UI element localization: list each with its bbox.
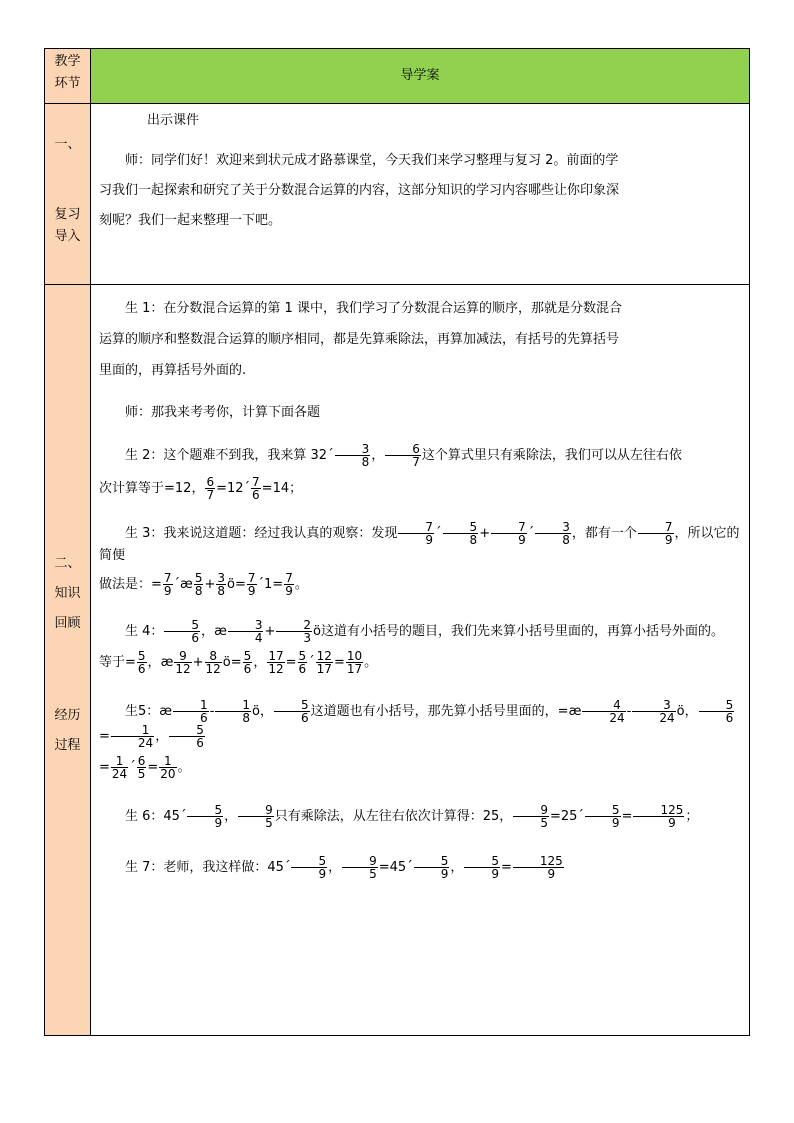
denominator: 12 [205, 662, 221, 676]
numerator: 7 [163, 571, 172, 585]
fraction [274, 699, 310, 724]
student5-text-c: = [99, 760, 110, 775]
numerator: 2 [276, 619, 312, 632]
paren-open: æ [159, 704, 173, 719]
fraction [513, 855, 564, 880]
fraction [342, 855, 378, 880]
denominator: 5 [540, 816, 548, 830]
student4-text-c: 等于= [99, 655, 136, 670]
fraction [491, 521, 527, 546]
equals-sign: = [99, 729, 110, 744]
fraction [316, 650, 333, 675]
numerator: 1 [215, 699, 251, 712]
student3-text-b: ，都有一个 [571, 526, 637, 541]
times-sign: ´ [435, 526, 442, 541]
fraction [582, 699, 625, 724]
times-sign: ´ [257, 577, 265, 592]
student4-text-b: 这道有小括号的题目，我们先来算小括号里面的，再算小括号外面的。 [320, 624, 724, 639]
comma-sign: ， [328, 860, 342, 875]
student2-text-e: =14； [261, 481, 303, 496]
denominator: 9 [163, 584, 172, 598]
numerator: 5 [169, 724, 205, 737]
student4-text-a: 生 4： [125, 624, 164, 639]
student2-text-c: 次计算等于=12 [99, 481, 192, 496]
fraction [638, 521, 674, 546]
fraction [251, 476, 261, 501]
fraction [173, 699, 209, 724]
fraction [238, 804, 274, 829]
numerator: 1 [111, 724, 154, 737]
denominator: 24 [111, 767, 128, 781]
denominator: 8 [217, 584, 225, 598]
student5-text-a: 生5： [125, 704, 160, 719]
fraction [291, 855, 327, 880]
denominator: 6 [301, 711, 309, 725]
numerator: 17 [268, 649, 284, 663]
comma-sign: ， [155, 729, 169, 744]
denominator: 5 [137, 767, 146, 781]
denominator: 9 [547, 867, 556, 881]
fraction [111, 755, 128, 780]
student3-text-e: 1= [264, 577, 284, 592]
comma-sign: ， [499, 809, 513, 824]
numerator: 125 [513, 855, 564, 868]
fraction [633, 804, 684, 829]
comma-sign: ， [201, 624, 215, 639]
denominator: 8 [469, 533, 478, 547]
denominator: 24 [137, 736, 154, 750]
equals-sign: = [147, 760, 159, 775]
section-process-number: 二、 [54, 556, 81, 571]
denominator: 5 [265, 816, 273, 830]
section-review-label-2: 导入 [54, 229, 81, 244]
denominator: 12 [268, 662, 284, 676]
denominator: 7 [206, 488, 215, 502]
denominator: 7 [412, 455, 420, 469]
times-sign: ´ [406, 860, 413, 875]
student5-line-2 [91, 755, 749, 780]
numerator: 5 [699, 699, 735, 712]
numerator: 1 [111, 755, 128, 768]
denominator: 9 [247, 584, 256, 598]
paren-open: æ [214, 624, 227, 639]
fraction [137, 650, 147, 675]
fraction [699, 699, 735, 724]
denominator: 17 [316, 662, 332, 676]
student4-line-1 [91, 619, 749, 644]
student5-text-d: 。 [177, 760, 191, 775]
paren-close: ö [222, 655, 231, 670]
numerator: 5 [243, 649, 252, 663]
student1-line-3: 里面的，再算括号外面的. [99, 363, 247, 378]
fraction [284, 572, 294, 597]
numerator: 5 [585, 804, 621, 817]
denominator: 24 [609, 711, 625, 725]
header-main-label: 导学案 [400, 68, 440, 83]
student6-text-c: =25´ [549, 809, 584, 824]
denominator: 3 [303, 631, 312, 645]
plus-sign: + [264, 624, 276, 639]
student2-line-1 [91, 443, 749, 468]
fraction [398, 521, 434, 546]
equals-sign: = [234, 577, 246, 592]
paren-open: æ [568, 704, 582, 719]
student3-line-1 [91, 521, 749, 566]
numerator: 6 [137, 754, 146, 768]
teacher-intro-line-2: 习我们一起探索和研究了关于分数混合运算的内容，这部分知识的学习内容哪些让你印象深 [99, 183, 620, 198]
numerator: 5 [298, 649, 307, 663]
fraction [346, 650, 363, 675]
numerator: 5 [194, 571, 203, 585]
fraction [276, 619, 312, 644]
denominator: 6 [298, 662, 307, 676]
denominator: 6 [243, 662, 252, 676]
student1-line-1: 生 1：在分数混合运算的第 1 课中，我们学习了分数混合运算的顺序，那就是分数混合 [125, 301, 622, 316]
fraction [414, 855, 450, 880]
fraction [513, 804, 549, 829]
section-review-row [45, 104, 750, 285]
numerator: 8 [205, 650, 222, 663]
student6-line [91, 804, 749, 829]
equals-sign: = [621, 809, 633, 824]
fraction [164, 619, 200, 644]
denominator: 9 [214, 816, 223, 830]
minus-sign: - [626, 704, 632, 719]
denominator: 12 [175, 662, 191, 676]
plus-sign: + [479, 526, 491, 541]
fraction [228, 619, 264, 644]
numerator: 5 [443, 521, 479, 534]
fraction [163, 572, 173, 597]
numerator: 3 [632, 699, 675, 712]
student7-text-b: 45 [389, 860, 407, 875]
denominator: 5 [369, 867, 377, 881]
student4-line-2 [91, 650, 749, 675]
minus-sign: - [209, 704, 215, 719]
denominator: 6 [725, 711, 734, 725]
times-sign: ´ [129, 760, 136, 775]
fraction [298, 650, 308, 675]
student6-text-a: 生 6：45´ [125, 809, 187, 824]
comma-sign: ， [371, 448, 385, 463]
numerator: 7 [638, 521, 674, 534]
student2-text-d: =12´ [216, 481, 251, 496]
denominator: 9 [318, 867, 327, 881]
section-process-row [45, 285, 750, 1036]
denominator: 9 [518, 533, 526, 547]
comma-sign: ， [253, 655, 267, 670]
courseware-note: 出示课件 [147, 113, 200, 128]
equals-sign: = [230, 655, 242, 670]
fraction [535, 521, 571, 546]
numerator: 10 [346, 649, 363, 663]
equals-sign: = [333, 655, 345, 670]
numerator: 125 [633, 804, 684, 817]
fraction [137, 755, 147, 780]
denominator: 6 [137, 662, 146, 676]
fraction [216, 572, 226, 597]
denominator: 9 [491, 867, 499, 881]
student7-text-a: 生 7：老师，我这样做：45´ [125, 860, 291, 875]
lesson-table [44, 48, 750, 1036]
section-process-label-cell [45, 285, 91, 1036]
numerator: 3 [228, 619, 264, 632]
numerator: 5 [291, 855, 327, 868]
numerator: 7 [247, 571, 256, 585]
student2-line-2 [91, 476, 749, 501]
numerator: 9 [174, 650, 191, 663]
fraction [174, 650, 191, 675]
fraction [385, 443, 421, 468]
header-section-cell [45, 49, 91, 104]
fraction [194, 572, 204, 597]
numerator: 5 [414, 855, 450, 868]
header-row [45, 49, 750, 104]
student2-text-b: 这个算式里只有乘除法，我们可以从左往右依 [421, 448, 682, 463]
equals-sign: = [501, 860, 512, 875]
section-process-label-b1: 经历 [54, 708, 81, 723]
denominator: 8 [562, 533, 570, 547]
section-process-label-a1: 知识 [54, 586, 81, 601]
numerator: 7 [491, 521, 527, 534]
denominator: 6 [200, 711, 208, 725]
denominator: 20 [160, 767, 176, 781]
plus-sign: + [204, 577, 216, 592]
times-sign: ´ [173, 577, 181, 592]
numerator: 7 [285, 571, 293, 585]
student2-text-a: 生 2：这个题难不到我，我来算 32´ [125, 448, 334, 463]
fraction [205, 476, 215, 501]
student5-line-1 [91, 699, 749, 749]
comma-sign: ， [147, 655, 161, 670]
paren-close: ö [252, 704, 260, 719]
fraction [585, 804, 621, 829]
fraction [247, 572, 257, 597]
teacher-intro-line-1: 师：同学们好！欢迎来到状元成才路慕课堂，今天我们来学习整理与复习 2。前面的学 [125, 153, 619, 168]
fraction [187, 804, 223, 829]
header-section-label: 教学环节 [54, 54, 81, 91]
comma-sign: ， [224, 809, 238, 824]
denominator: 8 [361, 455, 370, 469]
comma-sign: ， [191, 481, 205, 496]
equals-sign: = [378, 860, 390, 875]
section-process-label-a2: 回顾 [54, 616, 81, 631]
student1-line-2: 运算的顺序和整数混合运算的顺序相同，都是先算乘除法，再算加减法，有括号的先算括号 [99, 332, 620, 347]
denominator: 9 [664, 533, 673, 547]
denominator: 9 [285, 584, 293, 598]
fraction [243, 650, 253, 675]
comma-sign: ， [260, 704, 274, 719]
denominator: 6 [252, 488, 260, 502]
fraction [464, 855, 500, 880]
student6-text-b: 只有乘除法，从左往右依次计算得：25 [274, 809, 500, 824]
fraction [632, 699, 675, 724]
denominator: 6 [196, 736, 204, 750]
fraction [159, 755, 176, 780]
section-review-content [91, 104, 750, 285]
equals-sign: = [285, 655, 297, 670]
numerator: 5 [187, 804, 223, 817]
numerator: 6 [385, 443, 421, 456]
fraction [335, 443, 371, 468]
numerator: 3 [217, 571, 225, 585]
section-review-number: 一、 [54, 137, 81, 152]
denominator: 6 [191, 631, 200, 645]
section-review-label-cell [45, 104, 91, 285]
denominator: 8 [242, 711, 251, 725]
plus-sign: + [192, 655, 204, 670]
comma-sign: ， [684, 704, 698, 719]
numerator: 1 [173, 699, 209, 712]
paren-close: ö [227, 577, 235, 592]
numerator: 6 [206, 475, 215, 489]
denominator: 24 [659, 711, 675, 725]
student3-text-f: 。 [294, 577, 308, 592]
numerator: 1 [159, 755, 176, 768]
section-process-content [91, 285, 750, 1036]
paren-open: æ [180, 577, 193, 592]
paren-close: ö [676, 704, 685, 719]
numerator: 12 [316, 649, 332, 663]
student4-text-d: 。 [364, 655, 378, 670]
section-review-label-1: 复习 [54, 207, 81, 222]
fraction [111, 724, 154, 749]
numerator: 5 [137, 649, 146, 663]
numerator: 3 [335, 443, 371, 456]
denominator: 9 [440, 867, 449, 881]
denominator: 8 [194, 584, 203, 598]
fraction [443, 521, 479, 546]
numerator: 5 [164, 619, 200, 632]
paren-open: æ [160, 655, 174, 670]
student3-text-c: ，所以它的简便 [99, 526, 740, 563]
section-process-label-b2: 过程 [54, 738, 81, 753]
comma-sign: ， [450, 860, 464, 875]
student3-line-2 [91, 572, 749, 597]
denominator: 4 [254, 631, 263, 645]
numerator: 5 [274, 699, 310, 712]
numerator: 3 [535, 521, 571, 534]
denominator: 17 [346, 662, 363, 676]
student7-line [91, 855, 749, 880]
numerator: 9 [238, 804, 274, 817]
denominator: 9 [425, 533, 434, 547]
header-main-cell [91, 49, 750, 104]
numerator: 7 [252, 475, 260, 489]
numerator: 9 [513, 804, 549, 817]
numerator: 9 [342, 855, 378, 868]
fraction [205, 650, 222, 675]
times-sign: ´ [308, 655, 315, 670]
paren-close: ö [313, 624, 321, 639]
fraction [169, 724, 205, 749]
student6-text-d: ； [685, 809, 699, 824]
student5-text-b: 这道题也有小括号，那先算小括号里面的，= [310, 704, 569, 719]
teacher-prompt: 师：那我来考考你，计算下面各题 [125, 405, 321, 420]
student3-text-a: 生 3：我来说这道题：经过我认真的观察：发现 [125, 526, 398, 541]
denominator: 9 [611, 816, 620, 830]
student3-text-d: 做法是：= [99, 577, 162, 592]
numerator: 7 [398, 521, 434, 534]
times-sign: ´ [527, 526, 535, 541]
fraction [267, 650, 284, 675]
fraction [215, 699, 251, 724]
denominator: 9 [668, 816, 676, 830]
numerator: 5 [464, 855, 500, 868]
teacher-intro-line-3: 刻呢？我们一起来整理一下吧。 [99, 213, 282, 228]
numerator: 4 [582, 699, 625, 712]
